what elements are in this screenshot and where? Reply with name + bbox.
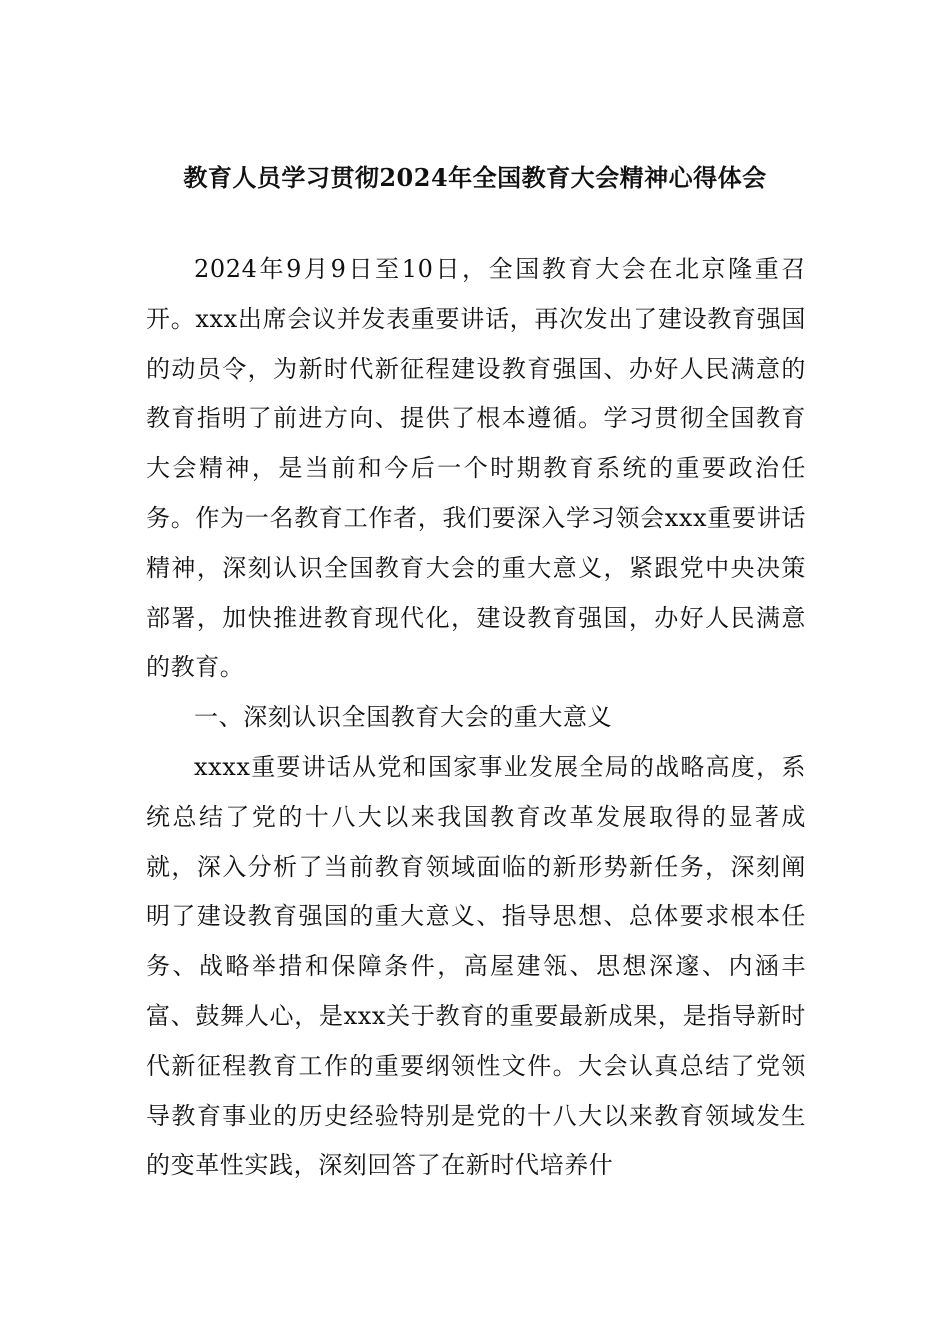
intro-paragraph: 2024年9月9日至10日，全国教育大会在北京隆重召开。xxx出席会议并发表重要讲话，再次发出了建设教育强国的动员令，为新时代新征程建设教育强国、办好人民满意的教育指明了前进方向、提供了根本遵循。学习贯彻全国教育大会精神，是当前和今后一个时期教育系统的重要政治任务。作为一名教育工作者，我们要深入学习领会xxx重要讲话精神，深刻认识全国教育大会的重大意义，紧跟党中央决策部署，加快推进教育现代化，建设教育强国，办好人民满意的教育。: [146, 255, 806, 682]
section-1-paragraph: xxxx重要讲话从党和国家事业发展全局的战略高度，系统总结了党的十八大以来我国教育改革发展取得的显著成就，深入分析了当前教育领域面临的新形势新任务，深刻阐明了建设教育强国的重大意义、指导思想、总体要求根本任务、战略举措和保障条件，高屋建瓴、思想深邃、内涵丰富、鼓舞人心，是xxx关于教育的重要最新成果，是指导新时代新征程教育工作的重要纲领性文件。大会认真总结了党领导教育事业的历史经验特别是党的十八大以来教育领域发生的变革性实践，深刻回答了在新时代培养什: [146, 752, 806, 1180]
section-heading-1: 一、深刻认识全国教育大会的重大意义: [194, 703, 613, 732]
document-body: [146, 245, 806, 1191]
document-title: 教育人员学习贯彻2024年全国教育大会精神心得体会: [183, 163, 767, 192]
